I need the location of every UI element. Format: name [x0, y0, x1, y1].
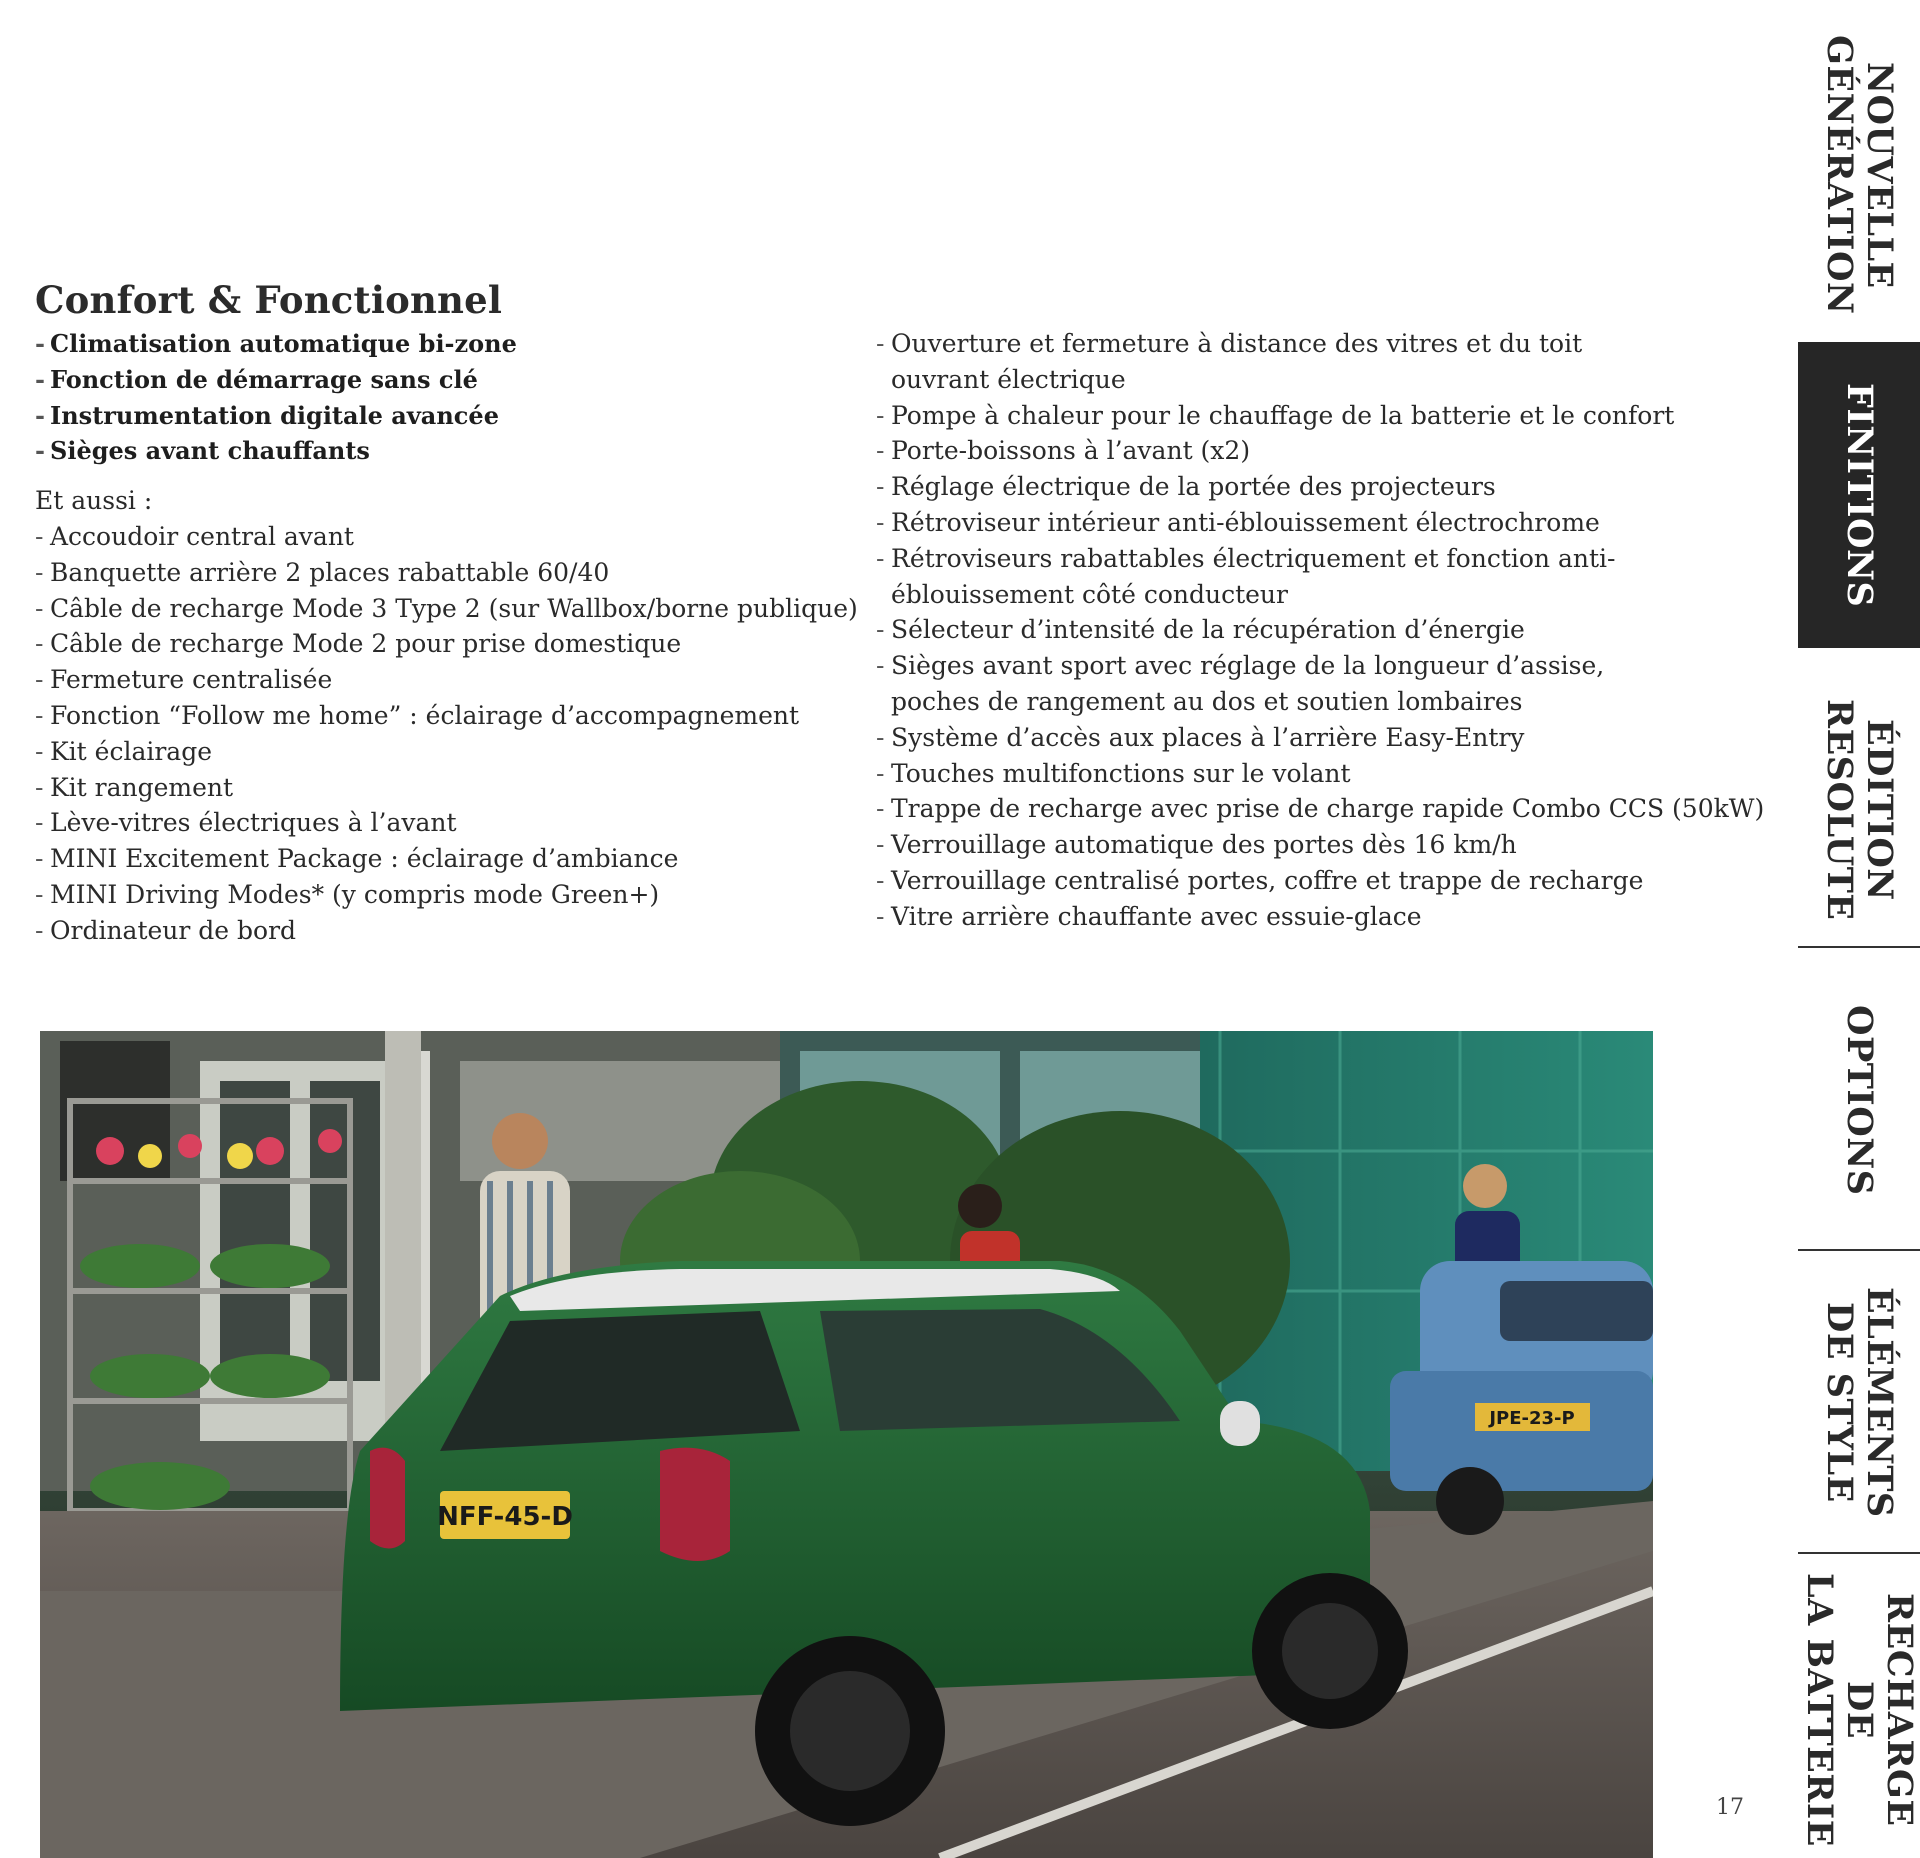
nav-tab-nouvelle-generation[interactable]	[1798, 35, 1920, 315]
nav-tab-options[interactable]	[1798, 960, 1920, 1240]
nav-tab-label: NOUVELLE GÉNÉRATION	[1819, 35, 1900, 315]
feature-item: - Banquette arrière 2 places rabattable 60/40	[35, 555, 835, 591]
feature-item: - MINI Driving Modes* (y compris mode Green+)	[35, 877, 835, 913]
feature-item: - Ordinateur de bord	[35, 913, 835, 949]
left-feature-list	[35, 326, 858, 949]
blue-car-plate: JPE-23-P	[1489, 1408, 1575, 1429]
nav-divider	[1798, 946, 1920, 948]
page-number: 17	[1716, 1795, 1744, 1820]
highlight-item: - Sièges avant chauffants	[35, 433, 835, 469]
right-feature-list	[876, 326, 1765, 935]
feature-item: - Système d’accès aux places à l’arrière Easy-Entry	[876, 720, 1646, 756]
car-street-photo	[40, 1031, 1653, 1858]
feature-item: - Fermeture centralisée	[35, 662, 835, 698]
photo-illustration	[40, 1031, 1653, 1858]
nav-tab-label: RECHARGE DE LA BATTERIE	[1799, 1573, 1920, 1847]
feature-item: - Kit rangement	[35, 770, 835, 806]
feature-item: - Rétroviseurs rabattables électriquement et fonction anti-éblouissement côté conducteur	[876, 541, 1646, 613]
feature-item: - Pompe à chaleur pour le chauffage de la batterie et le confort	[876, 398, 1646, 434]
feature-item: - Porte-boissons à l’avant (x2)	[876, 433, 1646, 469]
feature-item: - Accoudoir central avant	[35, 519, 835, 555]
feature-item: - Sièges avant sport avec réglage de la longueur d’assise, poches de rangement au dos et soutien lombaires	[876, 648, 1646, 720]
feature-item: - Lève-vitres électriques à l’avant	[35, 805, 835, 841]
section-nav	[1798, 0, 1920, 1858]
also-label: Et aussi :	[35, 486, 153, 516]
feature-item: - MINI Excitement Package : éclairage d’ambiance	[35, 841, 835, 877]
nav-tab-label: ÉDITION RESOLUTE	[1819, 699, 1900, 921]
highlight-item: - Climatisation automatique bi-zone	[35, 326, 835, 362]
highlight-item: - Fonction de démarrage sans clé	[35, 362, 835, 398]
nav-tab-recharge-de-la-batterie[interactable]	[1798, 1565, 1920, 1855]
highlight-item: - Instrumentation digitale avancée	[35, 398, 835, 434]
feature-item: - Trappe de recharge avec prise de charge rapide Combo CCS (50kW)	[876, 791, 1646, 827]
feature-item: - Câble de recharge Mode 3 Type 2 (sur Wallbox/borne publique)	[35, 591, 835, 627]
nav-divider	[1798, 1552, 1920, 1554]
nav-tab-finitions[interactable]	[1798, 342, 1920, 648]
feature-item: - Câble de recharge Mode 2 pour prise domestique	[35, 626, 835, 662]
nav-tab-label: FINITIONS	[1839, 382, 1880, 608]
mini-plate: NFF-45-D	[437, 1502, 573, 1532]
feature-item: - Vitre arrière chauffante avec essuie-glace	[876, 899, 1646, 935]
nav-tab-label: OPTIONS	[1839, 1004, 1880, 1196]
nav-tab-edition-resolute[interactable]	[1798, 680, 1920, 940]
section-title: Confort & Fonctionnel	[35, 278, 503, 322]
nav-tab-elements-de-style[interactable]	[1798, 1262, 1920, 1542]
feature-item: - Rétroviseur intérieur anti-éblouissement électrochrome	[876, 505, 1646, 541]
nav-tab-label: ÉLÉMENTS DE STYLE	[1819, 1286, 1900, 1518]
feature-item: - Fonction “Follow me home” : éclairage d’accompagnement	[35, 698, 835, 734]
feature-item: - Verrouillage centralisé portes, coffre et trappe de recharge	[876, 863, 1646, 899]
feature-item: - Kit éclairage	[35, 734, 835, 770]
feature-item: - Verrouillage automatique des portes dès 16 km/h	[876, 827, 1646, 863]
feature-item: - Sélecteur d’intensité de la récupération d’énergie	[876, 612, 1646, 648]
feature-item: - Ouverture et fermeture à distance des vitres et du toit ouvrant électrique	[876, 326, 1646, 398]
feature-item: - Réglage électrique de la portée des projecteurs	[876, 469, 1646, 505]
feature-item: - Touches multifonctions sur le volant	[876, 756, 1646, 792]
nav-divider	[1798, 1249, 1920, 1251]
